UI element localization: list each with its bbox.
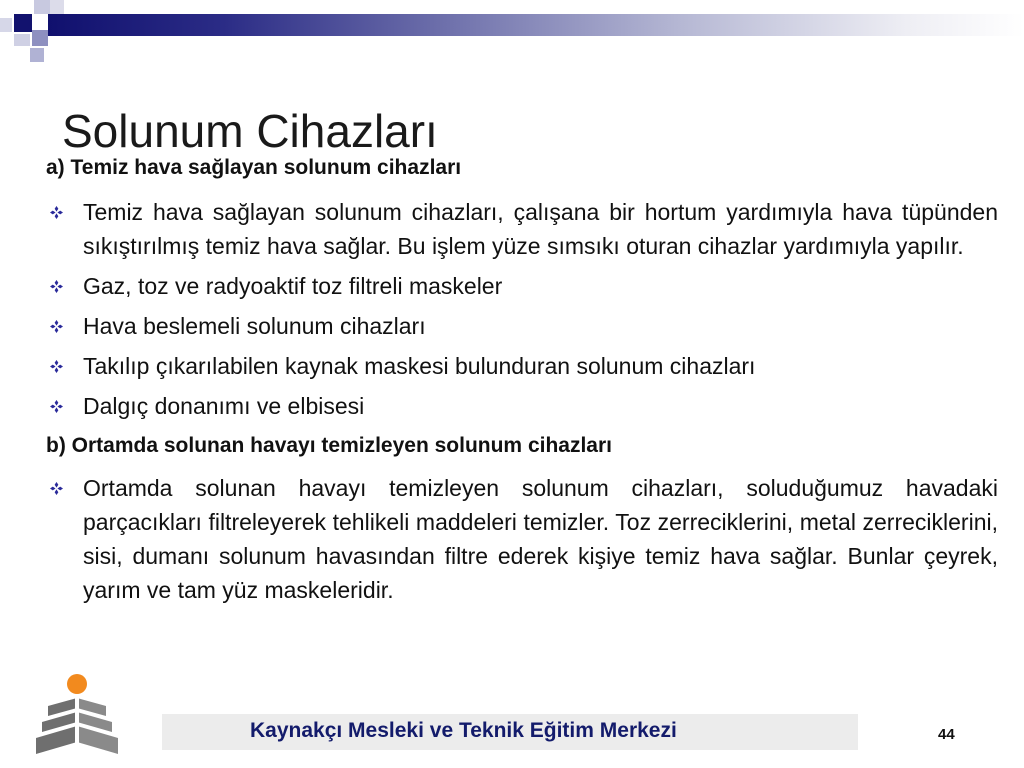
list-item-text: Hava beslemeli solunum cihazları xyxy=(83,313,426,339)
footer-text: Kaynakçı Mesleki ve Teknik Eğitim Merkezi xyxy=(250,719,677,742)
deco-square-light xyxy=(50,0,64,14)
deco-square-light xyxy=(34,0,50,14)
list-item xyxy=(46,349,998,383)
deco-square-mid xyxy=(30,48,44,62)
diamond-bullet-icon xyxy=(50,280,63,293)
book-tree-logo xyxy=(32,672,122,758)
diamond-bullet-icon xyxy=(50,206,63,219)
slide-title: Solunum Cihazları xyxy=(62,105,438,150)
diamond-bullet-icon xyxy=(50,320,63,333)
diamond-bullet-icon xyxy=(50,360,63,373)
slide-content xyxy=(46,154,998,607)
page-number: 44 xyxy=(938,726,955,743)
deco-square-light xyxy=(0,18,12,32)
list-item xyxy=(46,309,998,343)
list-item-text: Dalgıç donanımı ve elbisesi xyxy=(83,393,365,419)
list-item xyxy=(46,269,998,303)
deco-square-light xyxy=(14,34,30,46)
deco-square-mid xyxy=(32,30,48,46)
diamond-bullet-icon xyxy=(50,400,63,413)
list-item-text: Temiz hava sağlayan solunum cihazları, çalışana bir hortum yardımıyla hava tüpünden sıkıştırılmış temiz hava sağlar. Bu işlem yüze sımsıkı oturan cihazlar yardımıyla yapılır. xyxy=(83,199,998,259)
list-item xyxy=(46,471,998,607)
list-item xyxy=(46,389,998,423)
diamond-bullet-icon xyxy=(50,482,63,495)
section-heading-b: b) Ortamda solunan havayı temizleyen solunum cihazları xyxy=(46,434,612,457)
list-item xyxy=(46,195,998,263)
deco-square-navy xyxy=(14,14,32,32)
list-item-text: Takılıp çıkarılabilen kaynak maskesi bulunduran solunum cihazları xyxy=(83,353,756,379)
section-heading-a: a) Temiz hava sağlayan solunum cihazları xyxy=(46,156,462,179)
header-gradient-bar xyxy=(48,14,1024,36)
list-item-text: Ortamda solunan havayı temizleyen solunum cihazları, soluduğumuz havadaki parçacıkları filtreleyerek tehlikeli maddeleri temizler. Toz zerreciklerini, metal zerreciklerini, sisi, dumanı solunum havasından filtre ederek kişiye temiz hava sağlar. Bunlar çeyrek, yarım ve tam yüz maskeleridir. xyxy=(83,475,998,603)
list-item-text: Gaz, toz ve radyoaktif toz filtreli maskeler xyxy=(83,273,503,299)
